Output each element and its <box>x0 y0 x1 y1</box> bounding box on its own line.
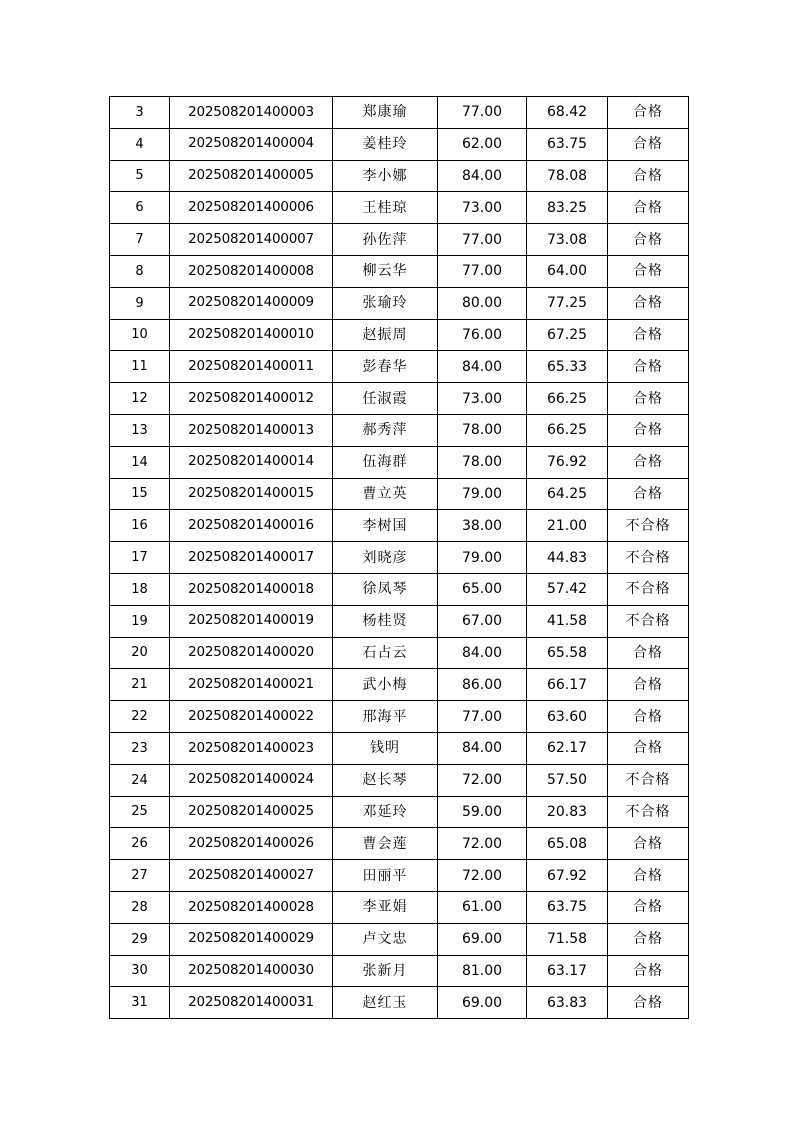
score-b-cell: 66.17 <box>527 669 608 701</box>
candidate-name-cell: 石占云 <box>333 637 438 669</box>
candidate-name-cell: 伍海群 <box>333 446 438 478</box>
score-b-cell: 65.33 <box>527 351 608 383</box>
candidate-name-cell: 杨桂贤 <box>333 605 438 637</box>
score-b-cell: 67.25 <box>527 319 608 351</box>
table-row <box>110 414 689 446</box>
result-cell: 合格 <box>608 192 689 224</box>
score-a-cell: 84.00 <box>438 732 527 764</box>
row-number-cell: 6 <box>110 192 170 224</box>
exam-id-cell: 202508201400018 <box>170 573 333 605</box>
score-b-cell: 71.58 <box>527 923 608 955</box>
table-row <box>110 128 689 160</box>
table-row <box>110 637 689 669</box>
exam-id-cell: 202508201400003 <box>170 97 333 129</box>
exam-id-cell: 202508201400030 <box>170 955 333 987</box>
exam-id-cell: 202508201400011 <box>170 351 333 383</box>
score-a-cell: 62.00 <box>438 128 527 160</box>
result-cell: 合格 <box>608 891 689 923</box>
result-cell: 不合格 <box>608 542 689 574</box>
score-b-cell: 57.42 <box>527 573 608 605</box>
score-b-cell: 21.00 <box>527 510 608 542</box>
row-number-cell: 9 <box>110 287 170 319</box>
result-cell: 合格 <box>608 478 689 510</box>
table-row <box>110 351 689 383</box>
table-row <box>110 383 689 415</box>
result-cell: 合格 <box>608 287 689 319</box>
row-number-cell: 12 <box>110 383 170 415</box>
score-b-cell: 66.25 <box>527 383 608 415</box>
exam-id-cell: 202508201400016 <box>170 510 333 542</box>
candidate-name-cell: 李树国 <box>333 510 438 542</box>
results-body <box>110 97 689 1019</box>
exam-id-cell: 202508201400014 <box>170 446 333 478</box>
score-a-cell: 61.00 <box>438 891 527 923</box>
score-a-cell: 84.00 <box>438 637 527 669</box>
table-row <box>110 891 689 923</box>
row-number-cell: 13 <box>110 414 170 446</box>
candidate-name-cell: 王桂琼 <box>333 192 438 224</box>
candidate-name-cell: 钱明 <box>333 732 438 764</box>
score-b-cell: 63.75 <box>527 128 608 160</box>
row-number-cell: 31 <box>110 987 170 1019</box>
score-b-cell: 83.25 <box>527 192 608 224</box>
score-a-cell: 72.00 <box>438 764 527 796</box>
table-row <box>110 542 689 574</box>
score-a-cell: 69.00 <box>438 923 527 955</box>
candidate-name-cell: 邢海平 <box>333 701 438 733</box>
row-number-cell: 17 <box>110 542 170 574</box>
score-a-cell: 79.00 <box>438 542 527 574</box>
table-row <box>110 669 689 701</box>
table-row <box>110 605 689 637</box>
score-b-cell: 44.83 <box>527 542 608 574</box>
exam-id-cell: 202508201400017 <box>170 542 333 574</box>
table-row <box>110 955 689 987</box>
exam-id-cell: 202508201400019 <box>170 605 333 637</box>
result-cell: 不合格 <box>608 573 689 605</box>
row-number-cell: 26 <box>110 828 170 860</box>
candidate-name-cell: 孙佐萍 <box>333 224 438 256</box>
row-number-cell: 4 <box>110 128 170 160</box>
score-b-cell: 63.75 <box>527 891 608 923</box>
candidate-name-cell: 徐凤琴 <box>333 573 438 605</box>
score-b-cell: 64.25 <box>527 478 608 510</box>
exam-id-cell: 202508201400007 <box>170 224 333 256</box>
result-cell: 合格 <box>608 637 689 669</box>
score-b-cell: 57.50 <box>527 764 608 796</box>
candidate-name-cell: 李小娜 <box>333 160 438 192</box>
result-cell: 合格 <box>608 701 689 733</box>
score-a-cell: 84.00 <box>438 160 527 192</box>
exam-id-cell: 202508201400005 <box>170 160 333 192</box>
result-cell: 合格 <box>608 414 689 446</box>
candidate-name-cell: 卢文忠 <box>333 923 438 955</box>
exam-id-cell: 202508201400020 <box>170 637 333 669</box>
table-row <box>110 987 689 1019</box>
exam-id-cell: 202508201400029 <box>170 923 333 955</box>
result-cell: 合格 <box>608 732 689 764</box>
candidate-name-cell: 赵长琴 <box>333 764 438 796</box>
row-number-cell: 23 <box>110 732 170 764</box>
score-a-cell: 38.00 <box>438 510 527 542</box>
table-row <box>110 97 689 129</box>
exam-id-cell: 202508201400010 <box>170 319 333 351</box>
result-cell: 合格 <box>608 224 689 256</box>
candidate-name-cell: 彭春华 <box>333 351 438 383</box>
score-a-cell: 72.00 <box>438 860 527 892</box>
row-number-cell: 21 <box>110 669 170 701</box>
result-cell: 合格 <box>608 860 689 892</box>
table-row <box>110 764 689 796</box>
result-cell: 合格 <box>608 446 689 478</box>
exam-id-cell: 202508201400023 <box>170 732 333 764</box>
candidate-name-cell: 郑康瑜 <box>333 97 438 129</box>
exam-id-cell: 202508201400006 <box>170 192 333 224</box>
result-cell: 合格 <box>608 669 689 701</box>
score-a-cell: 77.00 <box>438 255 527 287</box>
exam-id-cell: 202508201400028 <box>170 891 333 923</box>
row-number-cell: 15 <box>110 478 170 510</box>
exam-id-cell: 202508201400024 <box>170 764 333 796</box>
score-b-cell: 41.58 <box>527 605 608 637</box>
table-row <box>110 446 689 478</box>
candidate-name-cell: 姜桂玲 <box>333 128 438 160</box>
candidate-name-cell: 曹立英 <box>333 478 438 510</box>
score-a-cell: 69.00 <box>438 987 527 1019</box>
result-cell: 合格 <box>608 828 689 860</box>
score-a-cell: 78.00 <box>438 446 527 478</box>
row-number-cell: 25 <box>110 796 170 828</box>
candidate-name-cell: 任淑霞 <box>333 383 438 415</box>
result-cell: 合格 <box>608 319 689 351</box>
score-b-cell: 78.08 <box>527 160 608 192</box>
candidate-name-cell: 柳云华 <box>333 255 438 287</box>
score-a-cell: 76.00 <box>438 319 527 351</box>
row-number-cell: 18 <box>110 573 170 605</box>
exam-id-cell: 202508201400025 <box>170 796 333 828</box>
candidate-name-cell: 邓延玲 <box>333 796 438 828</box>
exam-id-cell: 202508201400021 <box>170 669 333 701</box>
table-row <box>110 255 689 287</box>
row-number-cell: 14 <box>110 446 170 478</box>
result-cell: 合格 <box>608 97 689 129</box>
table-row <box>110 160 689 192</box>
exam-id-cell: 202508201400031 <box>170 987 333 1019</box>
score-a-cell: 84.00 <box>438 351 527 383</box>
table-row <box>110 510 689 542</box>
candidate-name-cell: 赵振周 <box>333 319 438 351</box>
row-number-cell: 28 <box>110 891 170 923</box>
score-a-cell: 79.00 <box>438 478 527 510</box>
score-b-cell: 63.60 <box>527 701 608 733</box>
result-cell: 合格 <box>608 255 689 287</box>
candidate-name-cell: 曹会莲 <box>333 828 438 860</box>
score-b-cell: 65.08 <box>527 828 608 860</box>
score-b-cell: 63.83 <box>527 987 608 1019</box>
row-number-cell: 20 <box>110 637 170 669</box>
candidate-name-cell: 刘晓彦 <box>333 542 438 574</box>
score-b-cell: 67.92 <box>527 860 608 892</box>
table-row <box>110 192 689 224</box>
score-b-cell: 20.83 <box>527 796 608 828</box>
candidate-name-cell: 李亚娟 <box>333 891 438 923</box>
table-row <box>110 796 689 828</box>
score-a-cell: 81.00 <box>438 955 527 987</box>
score-a-cell: 78.00 <box>438 414 527 446</box>
result-cell: 合格 <box>608 160 689 192</box>
table-row <box>110 319 689 351</box>
score-a-cell: 73.00 <box>438 383 527 415</box>
row-number-cell: 7 <box>110 224 170 256</box>
table-row <box>110 287 689 319</box>
row-number-cell: 22 <box>110 701 170 733</box>
score-b-cell: 62.17 <box>527 732 608 764</box>
candidate-name-cell: 张新月 <box>333 955 438 987</box>
result-cell: 合格 <box>608 955 689 987</box>
row-number-cell: 24 <box>110 764 170 796</box>
row-number-cell: 30 <box>110 955 170 987</box>
exam-id-cell: 202508201400009 <box>170 287 333 319</box>
exam-id-cell: 202508201400022 <box>170 701 333 733</box>
row-number-cell: 27 <box>110 860 170 892</box>
candidate-name-cell: 赵红玉 <box>333 987 438 1019</box>
score-a-cell: 67.00 <box>438 605 527 637</box>
exam-id-cell: 202508201400027 <box>170 860 333 892</box>
candidate-name-cell: 田丽平 <box>333 860 438 892</box>
score-b-cell: 63.17 <box>527 955 608 987</box>
result-cell: 不合格 <box>608 796 689 828</box>
results-table <box>109 96 689 1019</box>
table-row <box>110 860 689 892</box>
score-b-cell: 73.08 <box>527 224 608 256</box>
result-cell: 合格 <box>608 987 689 1019</box>
table-row <box>110 478 689 510</box>
candidate-name-cell: 武小梅 <box>333 669 438 701</box>
exam-id-cell: 202508201400008 <box>170 255 333 287</box>
score-a-cell: 72.00 <box>438 828 527 860</box>
score-b-cell: 68.42 <box>527 97 608 129</box>
table-row <box>110 224 689 256</box>
score-a-cell: 77.00 <box>438 701 527 733</box>
score-b-cell: 77.25 <box>527 287 608 319</box>
table-row <box>110 701 689 733</box>
row-number-cell: 19 <box>110 605 170 637</box>
result-cell: 合格 <box>608 351 689 383</box>
result-cell: 不合格 <box>608 510 689 542</box>
row-number-cell: 16 <box>110 510 170 542</box>
result-cell: 合格 <box>608 923 689 955</box>
result-cell: 合格 <box>608 383 689 415</box>
table-row <box>110 923 689 955</box>
score-a-cell: 77.00 <box>438 224 527 256</box>
score-a-cell: 77.00 <box>438 97 527 129</box>
exam-id-cell: 202508201400013 <box>170 414 333 446</box>
score-b-cell: 64.00 <box>527 255 608 287</box>
candidate-name-cell: 张瑜玲 <box>333 287 438 319</box>
result-cell: 不合格 <box>608 605 689 637</box>
result-cell: 合格 <box>608 128 689 160</box>
result-cell: 不合格 <box>608 764 689 796</box>
table-row <box>110 573 689 605</box>
score-a-cell: 65.00 <box>438 573 527 605</box>
exam-id-cell: 202508201400015 <box>170 478 333 510</box>
row-number-cell: 3 <box>110 97 170 129</box>
table-row <box>110 828 689 860</box>
score-a-cell: 73.00 <box>438 192 527 224</box>
score-a-cell: 80.00 <box>438 287 527 319</box>
candidate-name-cell: 郝秀萍 <box>333 414 438 446</box>
table-row <box>110 732 689 764</box>
row-number-cell: 5 <box>110 160 170 192</box>
exam-id-cell: 202508201400004 <box>170 128 333 160</box>
exam-id-cell: 202508201400026 <box>170 828 333 860</box>
score-b-cell: 76.92 <box>527 446 608 478</box>
score-a-cell: 86.00 <box>438 669 527 701</box>
row-number-cell: 29 <box>110 923 170 955</box>
row-number-cell: 10 <box>110 319 170 351</box>
score-a-cell: 59.00 <box>438 796 527 828</box>
row-number-cell: 11 <box>110 351 170 383</box>
score-b-cell: 65.58 <box>527 637 608 669</box>
row-number-cell: 8 <box>110 255 170 287</box>
exam-id-cell: 202508201400012 <box>170 383 333 415</box>
score-b-cell: 66.25 <box>527 414 608 446</box>
